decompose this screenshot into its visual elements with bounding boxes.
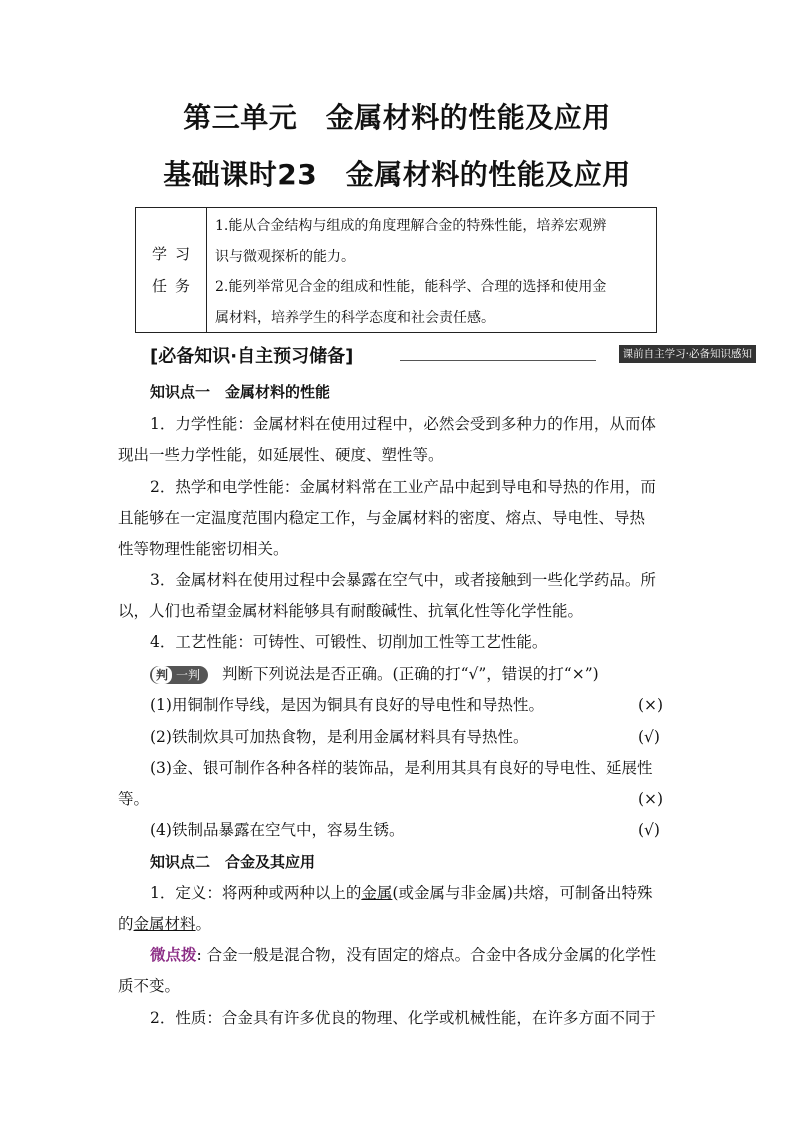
kp1-p3-line1: 3．金属材料在使用过程中会暴露在空气中，或者接触到一些化学药品。所 xyxy=(150,571,656,589)
kp2-def-term-material: 金属材料 xyxy=(133,915,196,933)
kp1-p1-line2: 现出一些力学性能，如延展性、硬度、塑性等。 xyxy=(118,446,444,464)
unit-title: 第三单元 金属材料的性能及应用 xyxy=(183,101,611,134)
tip-text: : 合金一般是混合物，没有固定的熔点。合金中各成分金属的化学性 xyxy=(196,946,657,964)
learning-tasks-content xyxy=(207,208,656,332)
kp1-p1-line1: 1．力学性能：金属材料在使用过程中，必然会受到多种力的作用，从而体 xyxy=(150,415,656,433)
task-label-line1: 学习 xyxy=(151,245,198,263)
kp2-def-text-c: 的 xyxy=(118,915,134,933)
judge-q4: (4)铁制品暴露在空气中，容易生锈。 xyxy=(150,821,405,839)
judge-badge xyxy=(150,666,208,684)
judge-q3-line2: 等。 xyxy=(118,790,150,808)
judge-a4: (√) xyxy=(638,821,660,839)
kp2-heading: 知识点二 合金及其应用 xyxy=(150,853,316,871)
kp1-p4: 4．工艺性能：可铸性、可锻性、切削加工性等工艺性能。 xyxy=(150,633,548,651)
judge-prompt-row xyxy=(150,663,599,685)
section-tag: 课前自主学习·必备知识感知 xyxy=(619,345,756,363)
judge-q2: (2)铁制炊具可加热食物，是利用金属材料具有导热性。 xyxy=(150,728,529,746)
kp2-def-text-a: 1．定义：将两种或两种以上的 xyxy=(150,884,362,902)
task-item-1-line-2: 识与微观探析的能力。 xyxy=(215,248,355,265)
kp2-prop-line1: 2．性质：合金具有许多优良的物理、化学或机械性能，在许多方面不同于 xyxy=(150,1009,656,1027)
task-item-2-line-2: 属材料，培养学生的科学态度和社会责任感。 xyxy=(215,309,495,326)
judge-badge-b: 一判 xyxy=(176,668,201,682)
learning-tasks-box xyxy=(135,207,657,333)
kp2-tip-line1 xyxy=(150,944,656,966)
task-item-1-line-1: 1.能从合金结构与组成的角度理解合金的特殊性能，培养宏观辨 xyxy=(215,218,607,234)
kp2-def-line1 xyxy=(150,882,653,904)
kp1-p2-line1: 2．热学和电学性能：金属材料常在工业产品中起到导电和导热的作用，而 xyxy=(150,478,656,496)
judge-a2: (√) xyxy=(638,728,660,746)
kp2-tip-line2: 质不变。 xyxy=(118,977,181,995)
judge-q1: (1)用铜制作导线，是因为铜具有良好的导电性和导热性。 xyxy=(150,696,544,714)
kp1-heading: 知识点一 金属材料的性能 xyxy=(150,383,331,401)
section-header xyxy=(150,342,756,370)
judge-a3: (×) xyxy=(638,790,664,808)
learning-tasks-label xyxy=(136,208,207,332)
judge-a1: (×) xyxy=(638,696,664,714)
section-divider xyxy=(400,360,596,361)
judge-prompt: 判断下列说法是否正确。(正确的打“√”，错误的打“×”) xyxy=(222,665,599,683)
lesson-title: 基础课时23 金属材料的性能及应用 xyxy=(163,158,631,191)
task-item-2-line-1: 2.能列举常见合金的组成和性能，能科学、合理的选择和使用金 xyxy=(215,279,607,295)
kp2-def-term-metal: 金属 xyxy=(361,884,393,902)
kp2-def-text-b: (或金属与非金属)共熔，可制备出特殊 xyxy=(392,884,653,902)
kp1-p3-line2: 以，人们也希望金属材料能够具有耐酸碱性、抗氧化性等化学性能。 xyxy=(118,602,584,620)
judge-badge-a: 判 xyxy=(152,666,172,684)
kp1-p2-line3: 性等物理性能密切相关。 xyxy=(118,540,289,558)
tip-label: 微点拨 xyxy=(150,946,197,964)
kp1-p2-line2: 且能够在一定温度范围内稳定工作，与金属材料的密度、熔点、导电性、导热 xyxy=(118,509,646,527)
judge-q3-line1: (3)金、银可制作各种各样的装饰品，是利用其具有良好的导电性、延展性 xyxy=(150,759,653,777)
task-label-line2: 任务 xyxy=(151,277,198,295)
kp2-def-line2 xyxy=(118,913,211,935)
kp2-def-text-d: 。 xyxy=(195,915,212,933)
section-title: [必备知识·自主预习储备] xyxy=(150,346,354,367)
